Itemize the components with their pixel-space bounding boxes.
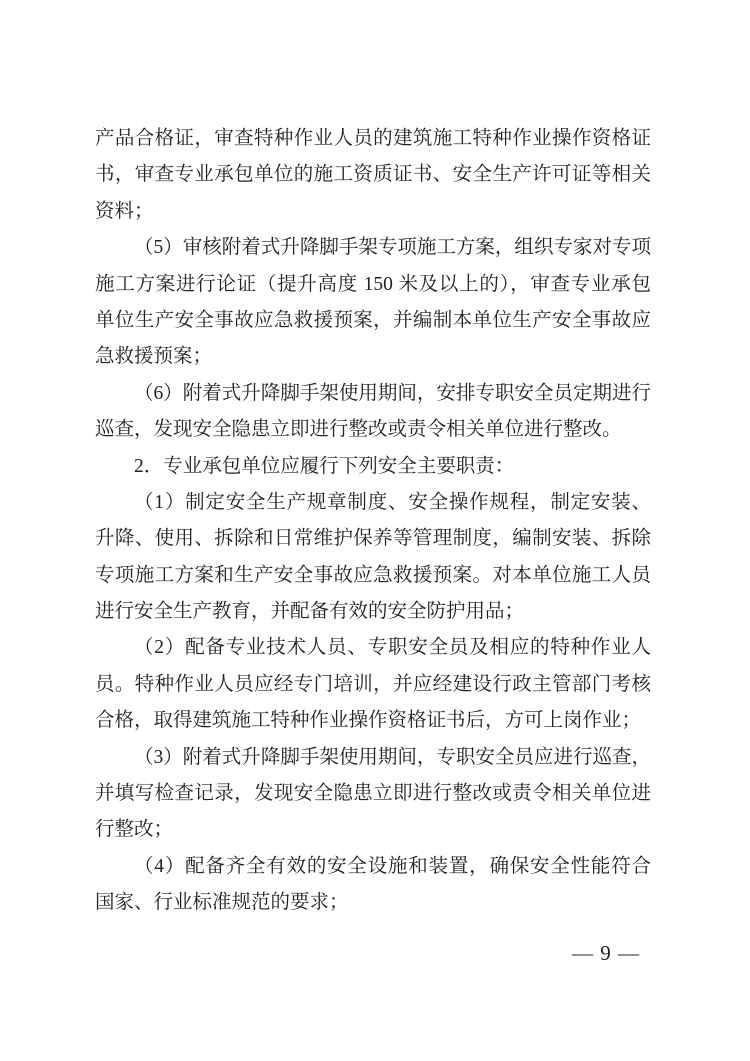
text-line: 合格，取得建筑施工特种作业操作资格证书后，方可上岗作业； xyxy=(95,710,642,732)
text-line: 并填写检查记录，发现安全隐患立即进行整改或责令相关单位进 xyxy=(95,783,651,805)
text-line: 专项施工方案和生产安全事故应急救援预案。对本单位施工人员 xyxy=(95,564,651,586)
text-line: 资料； xyxy=(95,200,154,222)
text-line: 单位生产安全事故应急救援预案，并编制本单位生产安全事故应 xyxy=(95,309,651,331)
text-line: 2．专业承包单位应履行下列安全主要职责： xyxy=(134,455,515,477)
text-line: 国家、行业标准规范的要求； xyxy=(95,892,349,914)
text-line: （3）附着式升降脚手架使用期间，专职安全员应进行巡查， xyxy=(134,746,651,768)
text-line: 施工方案进行论证（提升高度 150 米及以上的），审查专业承包 xyxy=(95,273,651,295)
text-line: 产品合格证，审查特种作业人员的建筑施工特种作业操作资格证 xyxy=(95,128,651,149)
text-line: （5）审核附着式升降脚手架专项施工方案，组织专家对专项 xyxy=(134,237,651,259)
page-footer xyxy=(572,941,640,965)
text-line: 巡查，发现安全隐患立即进行整改或责令相关单位进行整改。 xyxy=(95,419,622,441)
document-body xyxy=(95,121,651,922)
text-line: （2）配备专业技术人员、专职安全员及相应的特种作业人 xyxy=(134,637,651,659)
text-line: （6）附着式升降脚手架使用期间，安排专职安全员定期进行 xyxy=(134,382,651,404)
text-line: 升降、使用、拆除和日常维护保养等管理制度，编制安装、拆除 xyxy=(95,528,651,550)
text-line: 进行安全生产教育，并配备有效的安全防护用品； xyxy=(95,601,525,623)
text-line: 急救援预案； xyxy=(95,346,213,368)
text-line: （1）制定安全生产规章制度、安全操作规程，制定安装、 xyxy=(134,491,651,513)
text-line: 员。特种作业人员应经专门培训，并应经建设行政主管部门考核 xyxy=(95,673,651,695)
text-line: （4）配备齐全有效的安全设施和装置，确保安全性能符合 xyxy=(134,855,651,877)
page-number: — 9 — xyxy=(572,941,640,965)
text-line: 书，审查专业承包单位的施工资质证书、安全生产许可证等相关 xyxy=(95,164,651,186)
text-line: 行整改； xyxy=(95,819,174,841)
